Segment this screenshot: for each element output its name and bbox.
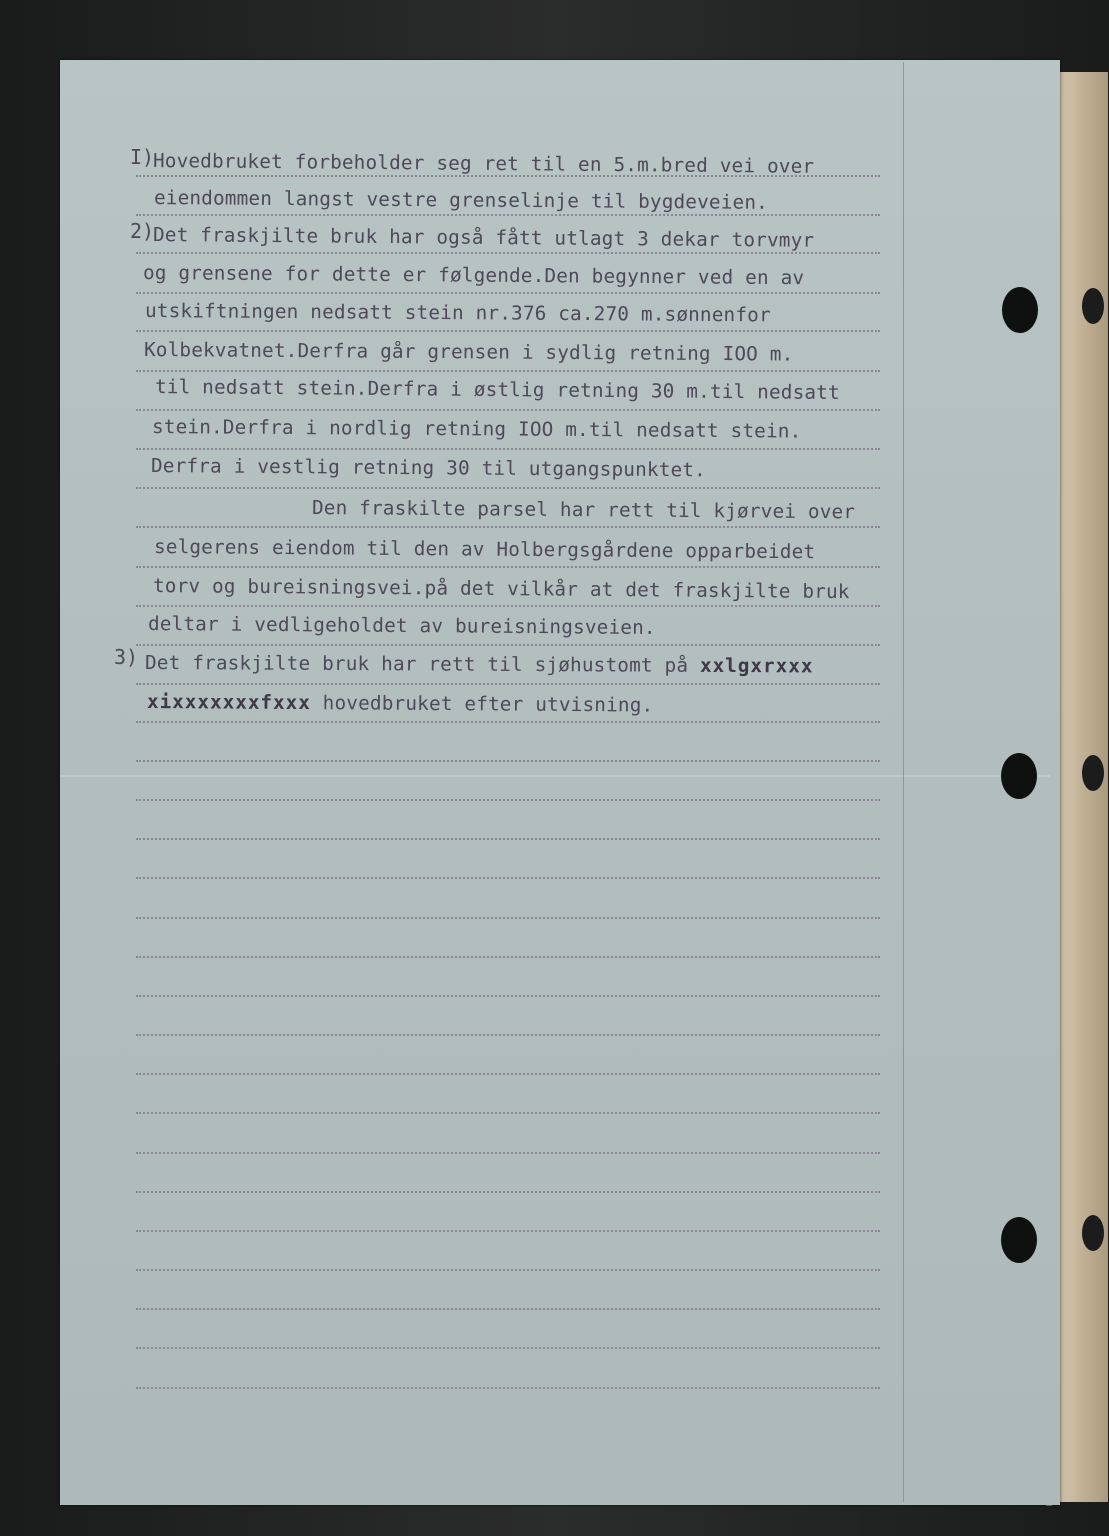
text-line: [145, 652, 814, 677]
ruled-line: [136, 760, 880, 762]
ruled-line: [136, 330, 880, 332]
ruled-line: [136, 877, 880, 879]
text-line: selgerens eiendom til den av Holbergsgårdene opparbeidet: [153, 535, 816, 564]
punch-hole: [1002, 287, 1038, 333]
text-line: Derfra i vestlig retning 30 til utgangspunktet.: [150, 454, 707, 482]
ruled-line: [136, 838, 880, 840]
text-line: stein.Derfra i nordlig retning IOO m.til nedsatt stein.: [151, 415, 802, 443]
ruled-line: [136, 214, 880, 216]
text-line: og grensene for dette er følgende.Den begynner ved en av: [142, 261, 805, 290]
paragraph-number: I): [130, 145, 155, 169]
text-line: Den fraskilte parsel har rett til kjørvei over: [311, 496, 856, 524]
text-line: til nedsatt stein.Derfra i østlig retning 30 m.til nedsatt: [154, 375, 840, 404]
margin-line: [903, 62, 904, 1502]
text-line: Kolbekvatnet.Derfra går grensen i sydlig retning IOO m.: [143, 338, 794, 366]
strip-punch-hole: [1082, 755, 1104, 791]
ruled-line: [136, 487, 880, 489]
ruled-line: [136, 526, 880, 528]
ruled-line: [136, 1269, 880, 1271]
ruled-line: [136, 917, 880, 919]
paragraph-number: 3): [114, 645, 139, 669]
ruled-line: [136, 956, 880, 958]
text-line: utskiftningen nedsatt stein nr.376 ca.270 m.sønnenfor: [144, 299, 771, 327]
ruled-line: [136, 1191, 880, 1193]
ruled-line: [136, 799, 880, 801]
ruled-line: [136, 721, 880, 723]
ruled-line: [136, 1073, 880, 1075]
ruled-line: [136, 370, 880, 372]
ruled-line: [136, 1152, 880, 1154]
ruled-line: [136, 1112, 880, 1114]
paper-fold: [60, 775, 1050, 777]
struck-out-text: xixxxxxxxfxxx: [146, 690, 312, 715]
text-fragment: hovedbruket efter utvisning.: [310, 691, 654, 717]
paragraph-number: 2): [130, 219, 155, 243]
punch-hole: [1001, 753, 1037, 799]
text-line: eiendommen langst vestre grenselinje til bygdeveien.: [153, 186, 769, 214]
ruled-line: [136, 1387, 880, 1389]
ruled-line: [136, 252, 880, 254]
ruled-line: [136, 448, 880, 450]
text-line: torv og bureisningsvei.på det vilkår at det fraskjilte bruk: [152, 574, 850, 604]
ruled-line: [136, 1347, 880, 1349]
struck-out-text: xxlgxrxxx: [699, 653, 814, 678]
punch-hole: [1001, 1217, 1037, 1263]
ruled-line: [136, 1308, 880, 1310]
text-line: Hovedbruket forbeholder seg ret til en 5.m.bred vei over: [152, 149, 815, 178]
ruled-line: [136, 409, 880, 411]
ruled-line: [136, 292, 880, 294]
strip-punch-hole: [1082, 288, 1104, 324]
ruled-line: [136, 644, 880, 646]
text-line: Det fraskjilte bruk har også fått utlagt 3 dekar torvmyr: [152, 223, 815, 252]
strip-punch-hole: [1082, 1215, 1104, 1251]
ruled-line: [136, 1230, 880, 1232]
text-fragment: Det fraskjilte bruk har rett til sjøhustomt på: [144, 651, 701, 677]
ruled-line: [136, 566, 880, 568]
ruled-line: [136, 683, 880, 685]
ruled-line: [136, 995, 880, 997]
ruled-line: [136, 1034, 880, 1036]
text-line: [147, 691, 654, 717]
ruled-line: [136, 605, 880, 607]
text-line: deltar i vedligeholdet av bureisningsveien.: [147, 612, 656, 639]
